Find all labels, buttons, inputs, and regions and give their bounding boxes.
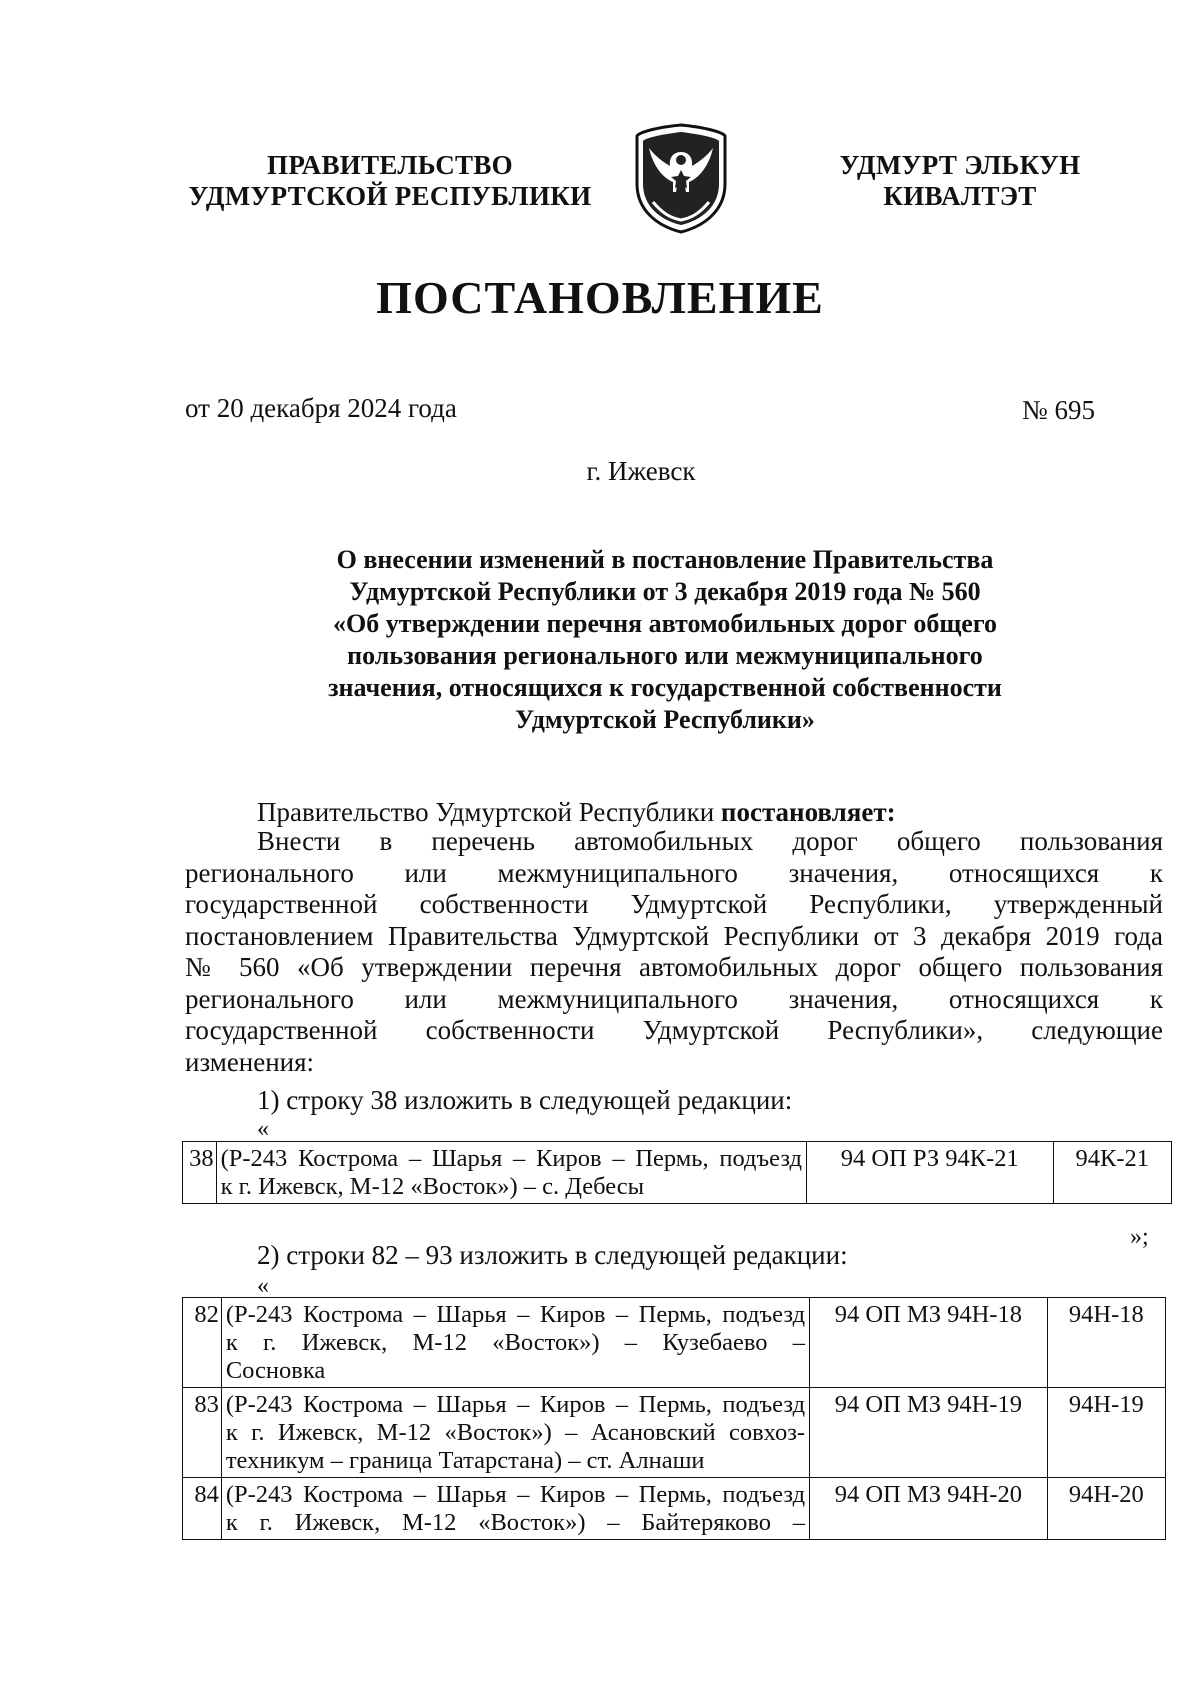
road-name-line: к г. Ижевск, М-12 «Восток») – с. Дебесы xyxy=(220,1173,645,1200)
row-identifier: 94 ОП МЗ 94Н-19 xyxy=(810,1388,1048,1478)
table-row xyxy=(183,1388,1166,1478)
header-right-line1: УДМУРТ ЭЛЬКУН xyxy=(839,150,1081,180)
row-identifier: 94 ОП РЗ 94К-21 xyxy=(807,1142,1054,1204)
item1-open-quote: « xyxy=(257,1116,269,1142)
header-left-title xyxy=(170,150,610,212)
preamble-paragraph xyxy=(257,797,896,829)
subject-line: Удмуртской Республики» xyxy=(515,705,815,734)
header-right-line2: КИВАЛТЭТ xyxy=(883,181,1037,211)
body-line: постановлением Правительства Удмуртской Республики от 3 декабря 2019 года xyxy=(185,920,1163,951)
table-row xyxy=(183,1478,1166,1540)
item2-text: 2) строки 82 – 93 изложить в следующей редакции: xyxy=(257,1240,848,1270)
header-left-line2: УДМУРТСКОЙ РЕСПУБЛИКИ xyxy=(188,181,592,211)
row-short-code: 94Н-20 xyxy=(1047,1478,1165,1540)
body-line: государственной собственности Удмуртской Республики, утвержденный xyxy=(185,889,1163,919)
road-name-line: (Р-243 Кострома – Шарья – Киров – Пермь, подъезд xyxy=(220,1145,803,1172)
body-line: регионального или межмуниципального значения, относящихся к xyxy=(185,983,1163,1014)
table-row xyxy=(183,1298,1166,1388)
body-paragraph xyxy=(185,826,1163,1078)
body-line: № 560 «Об утверждении перечня автомобильных дорог общего пользования xyxy=(185,952,1163,982)
item2-open-quote: « xyxy=(257,1273,269,1299)
row-number: 82 xyxy=(183,1298,222,1388)
row-number: 84 xyxy=(183,1478,222,1540)
road-name-line: техникум – граница Татарстана) – ст. Алнаши xyxy=(225,1447,705,1474)
body-line: государственной собственности Удмуртской Республики», следующие xyxy=(185,1015,1163,1045)
row-table-38 xyxy=(182,1141,1172,1204)
row-road-name xyxy=(221,1298,809,1388)
document-date: от 20 декабря 2024 года xyxy=(185,393,457,423)
subject-line: значения, относящихся к государственной собственности xyxy=(328,673,1002,702)
preamble-bold: постановляет: xyxy=(720,797,896,827)
row-identifier: 94 ОП МЗ 94Н-20 xyxy=(810,1478,1048,1540)
row-short-code: 94Н-18 xyxy=(1047,1298,1165,1388)
subject-line: «Об утверждении перечня автомобильных дорог общего xyxy=(333,609,997,638)
table-row xyxy=(183,1142,1172,1204)
row-short-code: 94Н-19 xyxy=(1047,1388,1165,1478)
row-road-name xyxy=(221,1478,809,1540)
row-number: 83 xyxy=(183,1388,222,1478)
road-name-line: (Р-243 Кострома – Шарья – Киров – Пермь, подъезд xyxy=(225,1481,806,1508)
subject-line: О внесении изменений в постановление Правительства xyxy=(336,545,994,574)
road-name-line: (Р-243 Кострома – Шарья – Киров – Пермь, подъезд xyxy=(225,1301,806,1328)
header-right-title xyxy=(820,150,1100,212)
item1-close-quote: »; xyxy=(1130,1224,1149,1250)
row-number: 38 xyxy=(183,1142,217,1204)
row-road-name xyxy=(216,1142,806,1204)
road-name-line: к г. Ижевск, М-12 «Восток») – Кузебаево – xyxy=(225,1329,806,1356)
document-type-title: ПОСТАНОВЛЕНИЕ xyxy=(376,272,824,323)
road-name-line: к г. Ижевск, М-12 «Восток») – Асановский совхоз- xyxy=(225,1419,806,1446)
coat-of-arms-icon xyxy=(633,122,729,234)
document-city: г. Ижевск xyxy=(586,456,696,486)
document-subject xyxy=(260,544,1070,736)
body-line: изменения: xyxy=(185,1046,315,1077)
row-identifier: 94 ОП МЗ 94Н-18 xyxy=(810,1298,1048,1388)
item1-text: 1) строку 38 изложить в следующей редакции: xyxy=(257,1085,793,1115)
subject-line: Удмуртской Республики от 3 декабря 2019 года № 560 xyxy=(349,577,981,606)
road-name-line: Сосновка xyxy=(225,1357,326,1384)
subject-line: пользования регионального или межмуниципального xyxy=(347,641,983,670)
road-name-line: (Р-243 Кострома – Шарья – Киров – Пермь, подъезд xyxy=(225,1391,806,1418)
preamble-text: Правительство Удмуртской Республики xyxy=(257,797,721,827)
header-left-line1: ПРАВИТЕЛЬСТВО xyxy=(267,150,513,180)
row-short-code: 94К-21 xyxy=(1053,1142,1171,1204)
row-table-82-93 xyxy=(182,1297,1166,1540)
row-road-name xyxy=(221,1388,809,1478)
document-number: № 695 xyxy=(1021,395,1095,425)
road-name-line: к г. Ижевск, М-12 «Восток») – Байтеряково – xyxy=(225,1509,806,1536)
body-line: регионального или межмуниципального значения, относящихся к xyxy=(185,857,1163,888)
body-line: Внести в перечень автомобильных дорог общего пользования xyxy=(257,826,1163,856)
